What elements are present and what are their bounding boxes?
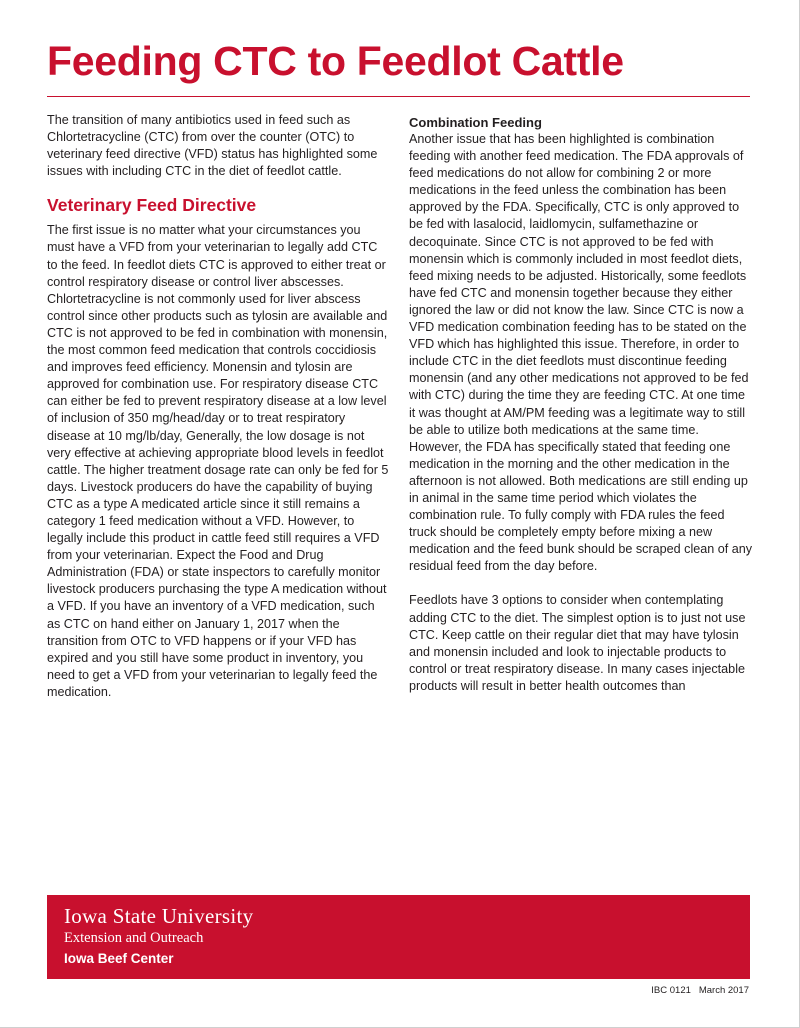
extension-label: Extension and Outreach bbox=[64, 930, 204, 946]
left-column bbox=[47, 112, 390, 701]
section-heading-combination: Combination Feeding bbox=[409, 115, 542, 130]
document-title: Feeding CTC to Feedlot Cattle bbox=[47, 38, 624, 84]
section-heading-vfd: Veterinary Feed Directive bbox=[47, 195, 257, 216]
vfd-paragraph: The first issue is no matter what your circumstances you must have a VFD from your veterinarian to legally add CTC to the feed. In feedlot diets CTC is approved to either treat or control respiratory disease or control liver abscesses. Chlortetracycline is not commonly used for liver abscess control since other products such as tylosin are available and CTC is not approved to be fed in combination with monensin, the most common feed medication that controls coccidiosis and improves feed efficiency. Monensin and tylosin are approved for combination use. For respiratory disease CTC can either be fed to prevent respiratory disease at a low level of inclusion of 350 mg/head/day or to treat respiratory disease at 10 mg/lb/day, Generally, the low dosage is not very effective at achieving appropriate blood levels in feedlot cattle. The higher treatment dosage rate can only be fed for 5 days. Livestock producers do have the capability of buying CTC as a type A medicated article since it still remains a category 1 feed medication without a VFD. However, to legally include this product in cattle feed still requires a VFD from your veterinarian. Expect the Food and Drug Administration (FDA) or state inspectors to carefully monitor livestock producers purchasing the type A medication without a VFD. If you have an inventory of a VFD medication, such as CTC on hand either on January 1, 2017 when the transition from OTC to VFD happens or if your VFD has expired and you still have some product in inventory, you need to get a VFD from your veterinarian to legally feed the medication. bbox=[47, 223, 389, 699]
publication-date: March 2017 bbox=[698, 985, 749, 996]
footer-banner bbox=[47, 895, 750, 979]
university-wordmark: Iowa State University bbox=[64, 904, 254, 928]
publication-info bbox=[651, 985, 749, 996]
combination-paragraph: Another issue that has been highlighted is combination feeding with another feed medication. The FDA approvals of feed medications do not allow for combining 2 or more medications in the feed unless the combination has been approved by the FDA. Specifically, CTC is only approved to be fed with lasalocid, laidlomycin, sulfamethazine or decoquinate. Since CTC is not approved to be fed with monensin which is commonly included in most feedlot diets, feed mixing needs to be adjusted. Historically, some feedlots have fed CTC and monensin together because they either ignored the law or did not know the law. Since CTC is now a VFD medication combination feeding has to be stated on the VFD which has highlighted this issue. Therefore, in order to include CTC in the diet feedlots must discontinue feeding monensin (and any other medications not approved to be fed with CTC) during the time they are feeding CTC. At one time it was thought at AM/PM feeding was a legitimate way to still be able to utilize both medications at the same time. However, the FDA has specifically stated that feeding one medication in the morning and the other medication in the afternoon is not allowed. Both medications are still ending up in animal in the same time period which violates the combination rule. To fully comply with FDA rules the feed truck should be completely empty before mixing a new medication and the feed bunk should be scraped clean of any residual feed from the day before. bbox=[409, 132, 753, 574]
options-paragraph: Feedlots have 3 options to consider when contemplating adding CTC to the diet. The simplest option is to just not use CTC. Keep cattle on their regular diet that may have tylosin and monensin included and look to injectable products to control or treat respiratory disease. In many cases injectable products will result in better health outcomes than bbox=[409, 593, 746, 693]
title-divider bbox=[47, 96, 750, 97]
right-column bbox=[409, 112, 754, 695]
intro-paragraph: The transition of many antibiotics used in feed such as Chlortetracycline (CTC) from over the counter (OTC) to veterinary feed directive (VFD) status has highlighted some issues with including CTC in the diet of feedlot cattle. bbox=[47, 113, 378, 179]
center-label: Iowa Beef Center bbox=[64, 951, 174, 966]
publication-id: IBC 0121 bbox=[651, 985, 691, 996]
paragraph-gap bbox=[409, 575, 754, 592]
